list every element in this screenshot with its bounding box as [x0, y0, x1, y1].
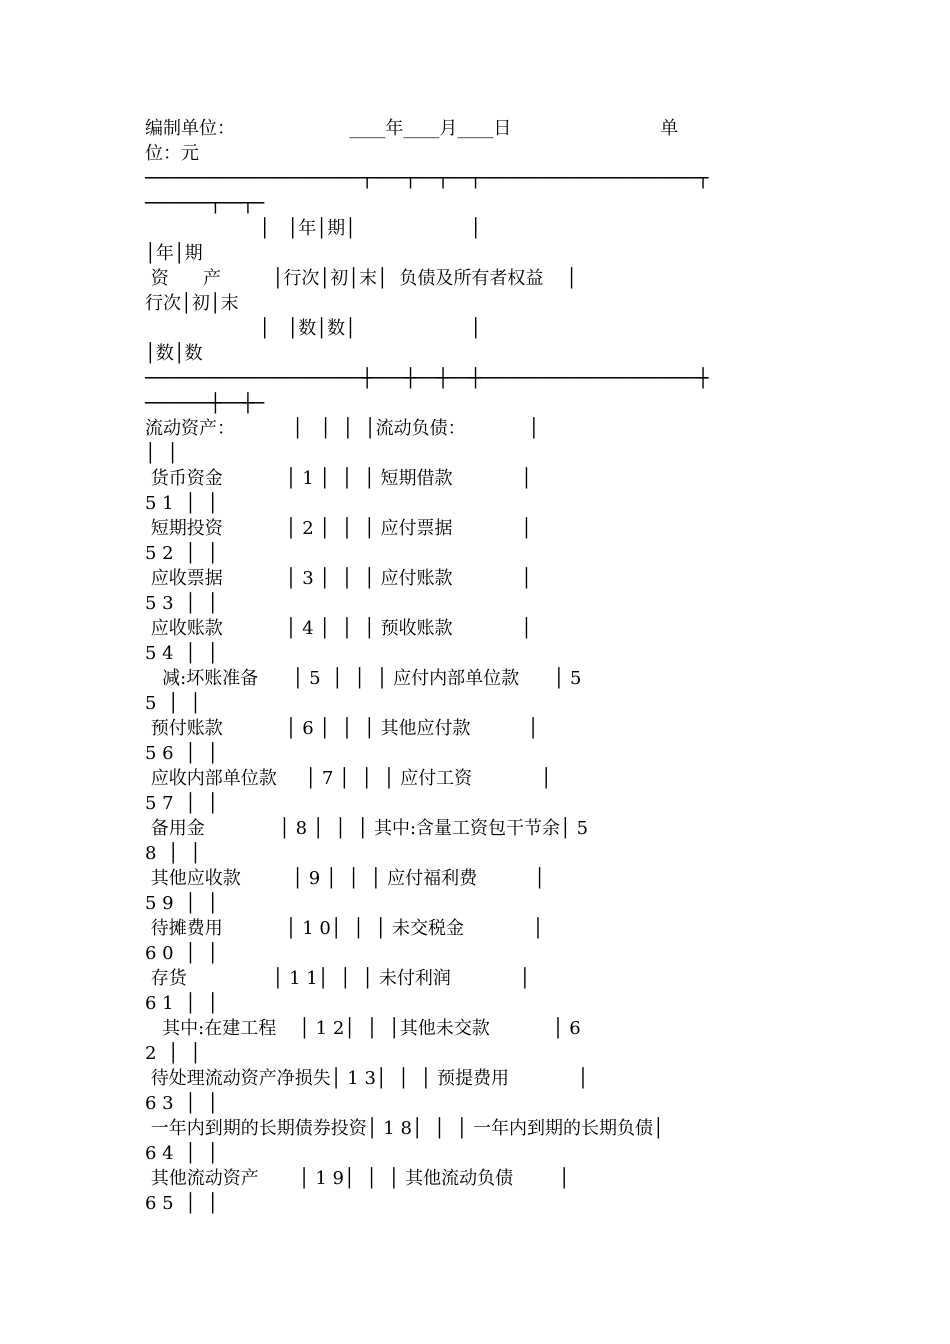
table-row: 5 4 │ │	[145, 643, 219, 664]
table-row: 其中:在建工程 │ 1 2│ │ │其他未交款 │ 6	[145, 1018, 581, 1039]
table-row: 一年内到期的长期债券投资│ 1 8│ │ │ 一年内到期的长期负债│	[145, 1118, 664, 1139]
table-row: 5 │ │	[145, 693, 202, 714]
table-header-line: 资 产 │行次│初│末│ 负债及所有者权益 │	[145, 268, 578, 289]
table-row: 6 3 │ │	[145, 1093, 219, 1114]
table-row: 5 9 │ │	[145, 893, 219, 914]
table-header-line: │年│期	[145, 243, 203, 264]
table-row: 待处理流动资产净损失│ 1 3│ │ │ 预提费用 │	[145, 1068, 589, 1089]
table-row: 5 6 │ │	[145, 743, 219, 764]
table-row: 6 5 │ │	[145, 1193, 219, 1214]
table-header-line: │ │数│数│ │	[145, 318, 482, 339]
table-header-line: 行次│初│末	[145, 293, 239, 314]
table-row: 短期投资 │ 2 │ │ │ 应付票据 │	[145, 518, 533, 539]
table-row: 减:坏账准备 │ 5 │ │ │ 应付内部单位款 │ 5	[145, 668, 582, 689]
table-row: │ │	[145, 443, 179, 464]
table-row: 5 3 │ │	[145, 593, 219, 614]
table-row: 存货 │ 1 1│ │ │ 未付利润 │	[145, 968, 531, 989]
table-row: 2 │ │	[145, 1043, 202, 1064]
table-row: 其他流动资产 │ 1 9│ │ │ 其他流动负债 │	[145, 1168, 570, 1189]
table-row: 5 1 │ │	[145, 493, 219, 514]
table-rule: ────────────────────┼───┼──┼──┼────────────────────┼	[145, 368, 709, 389]
unit-line: 位：元	[145, 143, 199, 164]
table-row: 6 1 │ │	[145, 993, 219, 1014]
header-line: 编制单位： ____年____月____日 单	[145, 118, 679, 139]
table-row: 6 4 │ │	[145, 1143, 219, 1164]
table-row: 流动资产： │ │ │ │流动负债： │	[145, 418, 540, 439]
table-row: 8 │ │	[145, 843, 202, 864]
table-row: 货币资金 │ 1 │ │ │ 短期借款 │	[145, 468, 533, 489]
table-row: 5 2 │ │	[145, 543, 219, 564]
table-row: 应收账款 │ 4 │ │ │ 预收账款 │	[145, 618, 533, 639]
table-row: 待摊费用 │ 1 0│ │ │ 未交税金 │	[145, 918, 544, 939]
table-row: 应收内部单位款 │ 7 │ │ │ 应付工资 │	[145, 768, 552, 789]
table-row: 其他应收款 │ 9 │ │ │ 应付福利费 │	[145, 868, 546, 889]
table-rule: ──────┬──┬─	[145, 193, 265, 214]
table-rule: ──────┼──┼─	[145, 393, 265, 414]
table-row: 预付账款 │ 6 │ │ │ 其他应付款 │	[145, 718, 539, 739]
table-header-line: │ │年│期│ │	[145, 218, 482, 239]
table-row: 应收票据 │ 3 │ │ │ 应付账款 │	[145, 568, 533, 589]
table-rule: ────────────────────┬───┬──┬──┬────────────────────┬	[145, 168, 709, 189]
table-row: 6 0 │ │	[145, 943, 219, 964]
table-header-line: │数│数	[145, 343, 203, 364]
table-row: 5 7 │ │	[145, 793, 219, 814]
table-row: 备用金 │ 8 │ │ │ 其中:含量工资包干节余│ 5	[145, 818, 589, 839]
